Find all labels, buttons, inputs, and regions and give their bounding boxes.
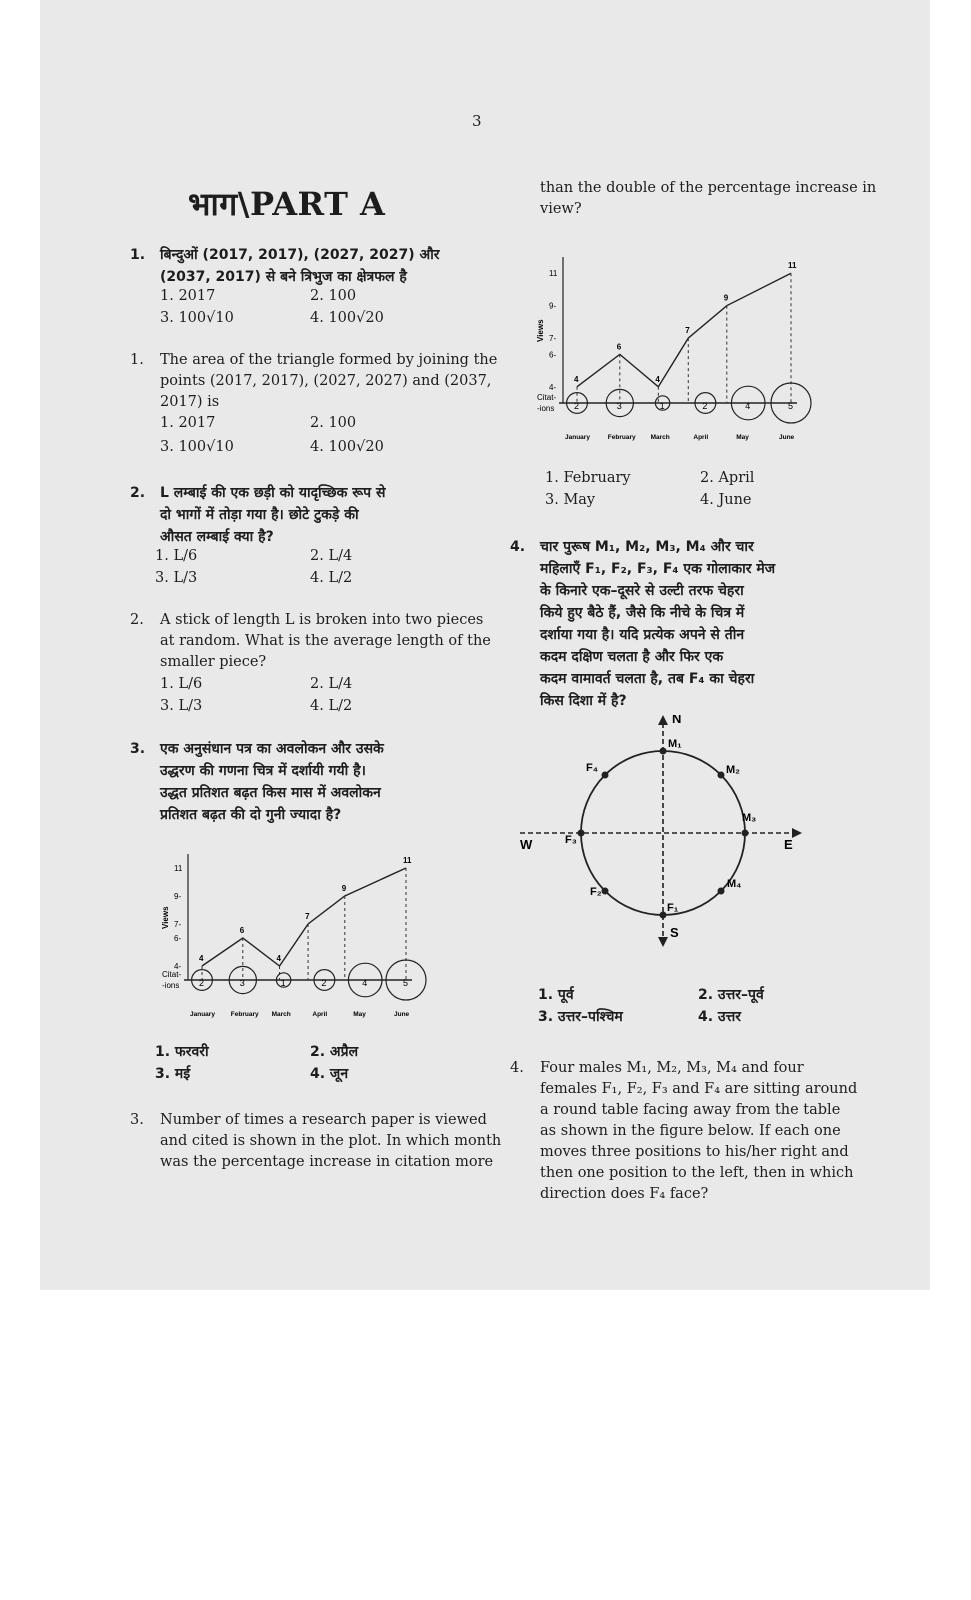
y-axis-label: Views [161,906,170,929]
data-label: 9 [723,293,729,303]
seat-marker [718,772,725,779]
option[interactable]: 4. जून [310,1066,349,1082]
east-arrow-icon [792,828,802,838]
x-tick-label: February [607,434,636,441]
seat-marker [578,830,585,837]
question-number: 1. [130,247,146,263]
citations-label: Citat- [537,393,557,402]
north-arrow-icon [658,715,668,725]
data-label: 11 [788,261,797,271]
y-tick-label: 4- [549,382,557,392]
q4-hindi-line: किस दिशा में है? [540,693,627,709]
views-line [202,868,406,966]
option[interactable]: 2. L/4 [310,548,353,564]
option[interactable]: 2. 100 [310,415,357,431]
q4-line: Four males M₁, M₂, M₃, M₄ and four [540,1060,804,1076]
data-label: 6 [616,342,622,352]
option[interactable]: 1. 2017 [160,288,216,304]
option[interactable]: 4. उत्तर [698,1009,742,1025]
q3-hindi-line: उद्धत प्रतिशत बढ़त किस मास में अवलोकन [160,785,381,801]
option[interactable]: 3. 100√10 [160,439,234,455]
x-tick-label: June [394,1011,410,1018]
citation-value: 4 [362,978,368,988]
page-number: 3 [472,112,482,130]
south-arrow-icon [658,937,668,947]
citation-value: 1 [659,401,665,411]
y-tick-label: 7- [174,920,182,929]
views-citations-chart [160,842,430,1022]
x-tick-label: January [190,1011,215,1018]
option[interactable]: 4. June [700,492,752,508]
q4-line: females F₁, F₂, F₃ and F₄ are sitting around [540,1081,858,1097]
x-tick-label: May [353,1011,366,1018]
option[interactable]: 4. 100√20 [310,310,384,326]
q3-line: Number of times a research paper is viewed [160,1112,487,1128]
y-tick-label: 6- [174,934,182,943]
seat-marker [660,912,667,919]
seat-marker [718,888,725,895]
y-tick-label: 11 [174,864,183,873]
seat-label: F₁ [667,902,679,914]
x-tick-label: May [736,434,749,441]
data-label: 6 [239,926,245,935]
q1-line: 2017) is [160,394,220,410]
q3-line: and cited is shown in the plot. In which month [160,1133,502,1149]
seat-marker [602,772,609,779]
y-tick-label: 9- [549,301,557,311]
x-tick-label: June [779,434,795,441]
data-label: 4 [655,374,660,384]
y-axis-label: Views [536,319,545,342]
views-line [577,273,791,387]
data-label: 11 [403,856,412,865]
option[interactable]: 3. मई [155,1066,191,1082]
citation-value: 5 [403,978,409,988]
y-tick-label: 4- [174,962,182,971]
north-label: N [672,715,682,726]
citations-label: -ions [162,981,180,990]
x-tick-label: January [565,434,590,441]
citation-value: 5 [788,401,794,411]
option[interactable]: 1. February [545,470,631,486]
q3-hindi-line: प्रतिशत बढ़त की दो गुनी ज्यादा है? [160,807,342,823]
q2-line: at random. What is the average length of the [160,633,491,649]
question-number: 3. [130,741,146,757]
option[interactable]: 4. L/2 [310,698,353,714]
seat-label: F₄ [586,762,598,774]
option[interactable]: 4. L/2 [310,570,353,586]
seat-marker [660,748,667,755]
option[interactable]: 1. L/6 [160,676,203,692]
option[interactable]: 3. L/3 [155,570,198,586]
q2-hindi-line: L लम्बाई की एक छड़ी को यादृच्छिक रूप से [160,485,386,501]
option[interactable]: 1. L/6 [155,548,198,564]
citation-value: 2 [574,401,580,411]
option[interactable]: 2. L/4 [310,676,353,692]
q3-line: than the double of the percentage increase in [540,180,877,196]
data-label: 4 [574,374,579,384]
q4-line: moves three positions to his/her right and [540,1144,849,1160]
east-label: E [784,837,793,852]
seat-label: F₃ [565,834,577,846]
data-label: 4 [276,954,281,963]
q4-line: direction does F₄ face? [540,1186,709,1202]
option[interactable]: 1. 2017 [160,415,216,431]
x-tick-label: March [271,1011,291,1018]
seat-label: F₂ [590,886,602,898]
west-label: W [520,837,533,852]
data-label: 7 [305,912,310,921]
y-tick-label: 11 [549,269,558,279]
q1-line: points (2017, 2017), (2027, 2027) and (2037, [160,373,492,389]
q3-line: was the percentage increase in citation more [160,1154,494,1170]
q4-hindi-line: के किनारे एक–दूसरे से उल्टी तरफ चेहरा [540,583,744,599]
citation-value: 4 [745,401,751,411]
option[interactable]: 2. अप्रैल [310,1044,359,1060]
citations-label: -ions [537,404,555,413]
seat-marker [742,830,749,837]
option[interactable]: 2. 100 [310,288,357,304]
q4-hindi-line: कदम दक्षिण चलता है और फिर एक [540,649,724,665]
citation-value: 2 [702,401,708,411]
y-tick-label: 6- [549,350,557,360]
q3-hindi-line: एक अनुसंधान पत्र का अवलोकन और उसके [160,741,384,757]
q4-hindi-line: कदम वामावर्त चलता है, तब F₄ का चेहरा [540,671,755,687]
q4-line: then one position to the left, then in which [540,1165,854,1181]
seat-marker [602,888,609,895]
q3-line: view? [540,201,582,217]
q4-hindi-line: महिलाएँ F₁, F₂, F₃, F₄ एक गोलाकार मेज [540,561,776,577]
q4-hindi-line: चार पुरूष M₁, M₂, M₃, M₄ और चार [540,539,754,555]
x-tick-label: March [650,434,670,441]
option[interactable]: 1. फरवरी [155,1044,209,1060]
x-tick-label: April [693,434,709,441]
q1-hindi-line: (2037, 2017) से बने त्रिभुज का क्षेत्रफल है [160,269,407,285]
option[interactable]: 3. उत्तर–पश्चिम [538,1009,623,1025]
y-tick-label: 7- [549,334,557,344]
citation-value: 1 [280,978,286,988]
data-label: 9 [341,884,347,893]
south-label: S [670,925,679,940]
citation-value: 3 [616,401,622,411]
q4-hindi-line: दर्शाया गया है। यदि प्रत्येक अपने से तीन [540,627,745,643]
x-tick-label: April [312,1011,328,1018]
views-citations-chart [535,245,815,445]
q2-line: A stick of length L is broken into two pieces [160,612,484,628]
seat-label: M₄ [727,878,742,890]
seat-label: M₃ [742,812,757,824]
seat-label: M₁ [668,738,682,750]
option[interactable]: 4. 100√20 [310,439,384,455]
citation-value: 2 [321,978,327,988]
q2-hindi-line: दो भागों में तोड़ा गया है। छोटे टुकड़े की [160,507,359,523]
page-title: भाग\PART A [188,185,386,223]
option[interactable]: 2. उत्तर–पूर्व [698,987,764,1003]
q4-line: a round table facing away from the table [540,1102,841,1118]
q2-hindi-line: औसत लम्बाई क्या है? [160,529,274,545]
question-number: 4. [510,539,526,555]
data-label: 4 [199,954,204,963]
citations-label: Citat- [162,970,182,979]
citation-value: 3 [239,978,245,988]
q1-line: The area of the triangle formed by joining the [160,352,498,368]
option[interactable]: 3. L/3 [160,698,203,714]
q4-line: as shown in the figure below. If each one [540,1123,841,1139]
question-number: 2. [130,485,146,501]
round-table-diagram [520,715,820,955]
data-label: 7 [685,326,690,336]
x-tick-label: February [230,1011,259,1018]
q2-line: smaller piece? [160,654,267,670]
seat-label: M₂ [726,764,741,776]
option[interactable]: 1. पूर्व [538,987,574,1003]
option[interactable]: 3. 100√10 [160,310,234,326]
option[interactable]: 2. April [700,470,755,486]
q3-hindi-line: उद्धरण की गणना चित्र में दर्शायी गयी है। [160,763,366,779]
option[interactable]: 3. May [545,492,596,508]
q4-hindi-line: किये हुए बैठे हैं, जैसे कि नीचे के चित्र में [540,605,745,621]
citation-value: 2 [199,978,205,988]
y-tick-label: 9- [174,892,182,901]
q3-english-continued [540,178,877,220]
q1-hindi-line: बिन्दुओं (2017, 2017), (2027, 2027) और [160,247,440,263]
